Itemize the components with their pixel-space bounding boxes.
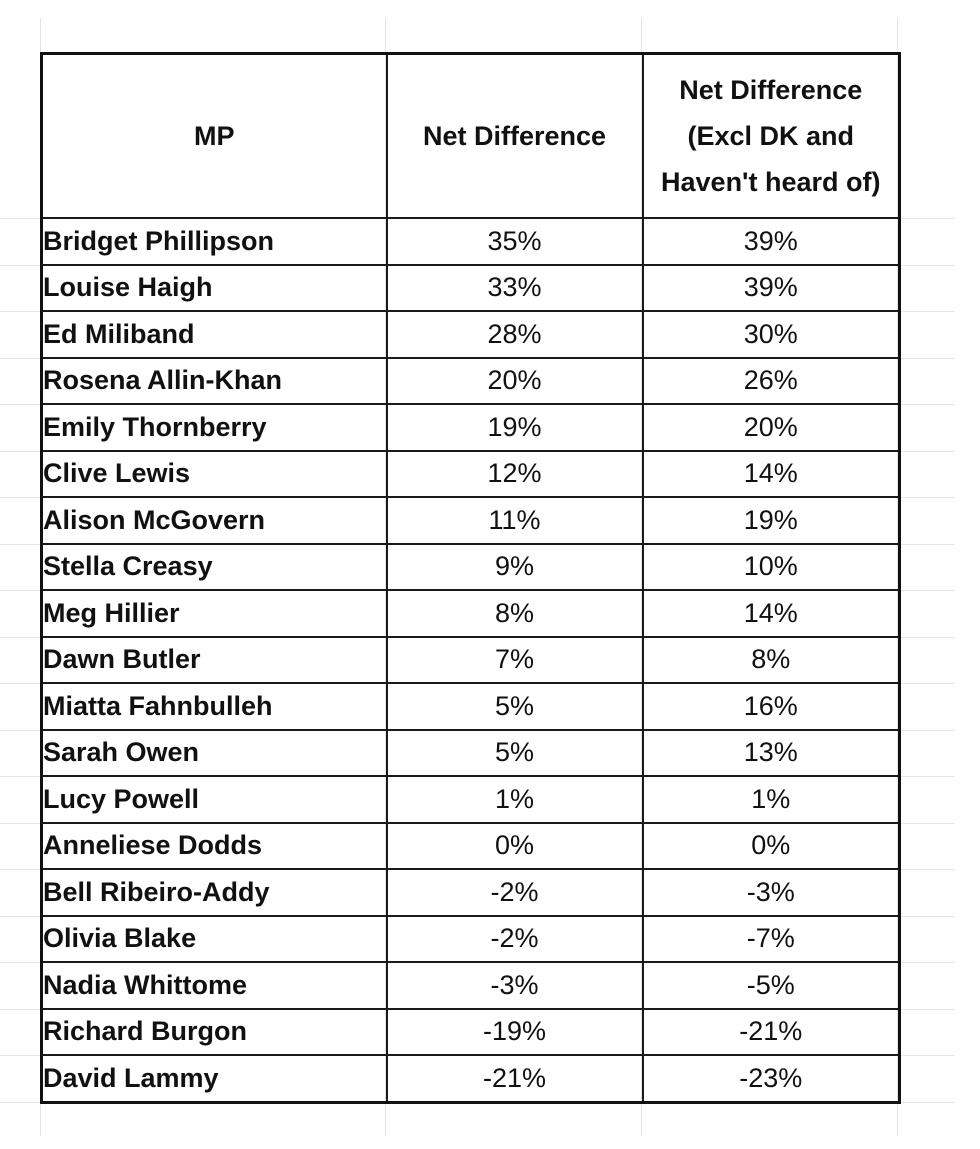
mp-name-cell: Bridget Phillipson: [42, 218, 387, 265]
net-difference-cell: 8%: [387, 590, 643, 637]
header-mp: MP: [42, 54, 387, 219]
net-difference-excl-cell: 39%: [643, 218, 900, 265]
sheet-gridline-horizontal: [897, 916, 955, 917]
mp-name-cell: Alison McGovern: [42, 497, 387, 544]
mp-name-cell: Clive Lewis: [42, 451, 387, 498]
table-row: [42, 1055, 900, 1102]
mp-name-cell: Emily Thornberry: [42, 404, 387, 451]
table-row: [42, 497, 900, 544]
net-difference-excl-cell: -5%: [643, 962, 900, 1009]
mp-name-cell: David Lammy: [42, 1055, 387, 1102]
net-difference-cell: 1%: [387, 776, 643, 823]
table-row: [42, 404, 900, 451]
mp-name-cell: Ed Miliband: [42, 311, 387, 358]
sheet-gridline-horizontal: [897, 730, 955, 731]
net-difference-excl-cell: 26%: [643, 358, 900, 405]
sheet-gridline-horizontal: [0, 916, 40, 917]
table-row: [42, 916, 900, 963]
sheet-gridline-horizontal: [897, 311, 955, 312]
mp-name-cell: Bell Ribeiro-Addy: [42, 869, 387, 916]
net-difference-cell: 7%: [387, 637, 643, 684]
sheet-gridline-horizontal: [897, 451, 955, 452]
mp-name-cell: Meg Hillier: [42, 590, 387, 637]
sheet-gridline-horizontal: [897, 962, 955, 963]
sheet-gridline-horizontal: [0, 683, 40, 684]
sheet-gridline-horizontal: [0, 776, 40, 777]
net-difference-cell: 35%: [387, 218, 643, 265]
net-difference-cell: -2%: [387, 916, 643, 963]
table-row: [42, 637, 900, 684]
sheet-gridline-horizontal: [897, 1009, 955, 1010]
sheet-gridline-horizontal: [0, 730, 40, 731]
table-row: [42, 451, 900, 498]
sheet-gridline-horizontal: [897, 218, 955, 219]
net-difference-cell: 19%: [387, 404, 643, 451]
sheet-gridline-horizontal: [0, 358, 40, 359]
header-net-difference-excl: [643, 54, 900, 219]
net-difference-excl-cell: -21%: [643, 1009, 900, 1056]
mp-name-cell: Stella Creasy: [42, 544, 387, 591]
net-difference-cell: 11%: [387, 497, 643, 544]
mp-name-cell: Rosena Allin-Khan: [42, 358, 387, 405]
sheet-gridline-horizontal: [897, 590, 955, 591]
mp-name-cell: Nadia Whittome: [42, 962, 387, 1009]
sheet-gridline-horizontal: [897, 869, 955, 870]
table-row: [42, 218, 900, 265]
mp-name-cell: Lucy Powell: [42, 776, 387, 823]
table-row: [42, 730, 900, 777]
net-difference-cell: -19%: [387, 1009, 643, 1056]
mp-name-cell: Richard Burgon: [42, 1009, 387, 1056]
sheet-gridline-horizontal: [0, 451, 40, 452]
table-row: [42, 683, 900, 730]
table-row: [42, 590, 900, 637]
sheet-gridline-horizontal: [0, 1009, 40, 1010]
table-row: [42, 776, 900, 823]
sheet-gridline-horizontal: [0, 544, 40, 545]
net-difference-excl-cell: 0%: [643, 823, 900, 870]
net-difference-excl-cell: 8%: [643, 637, 900, 684]
table-row: [42, 311, 900, 358]
net-difference-cell: 9%: [387, 544, 643, 591]
table-row: [42, 823, 900, 870]
net-difference-excl-cell: 1%: [643, 776, 900, 823]
net-difference-excl-cell: -3%: [643, 869, 900, 916]
sheet-gridline-horizontal: [0, 637, 40, 638]
net-difference-cell: 5%: [387, 683, 643, 730]
sheet-gridline-horizontal: [0, 1102, 40, 1103]
net-difference-cell: 28%: [387, 311, 643, 358]
sheet-gridline-horizontal: [897, 683, 955, 684]
net-difference-cell: 33%: [387, 265, 643, 312]
net-difference-excl-cell: 14%: [643, 451, 900, 498]
sheet-gridline-horizontal: [0, 404, 40, 405]
header-net-difference-excl-text: Net Difference (Excl DK and Haven't heard of): [661, 75, 881, 197]
sheet-gridline-horizontal: [897, 1102, 955, 1103]
net-difference-cell: 20%: [387, 358, 643, 405]
table-row: [42, 544, 900, 591]
sheet-gridline-horizontal: [897, 1055, 955, 1056]
table-row: [42, 358, 900, 405]
mp-name-cell: Louise Haigh: [42, 265, 387, 312]
net-difference-excl-cell: 16%: [643, 683, 900, 730]
mp-net-difference-table: [40, 52, 901, 1104]
header-net-difference: Net Difference: [387, 54, 643, 219]
sheet-gridline-horizontal: [0, 869, 40, 870]
net-difference-excl-cell: 13%: [643, 730, 900, 777]
sheet-gridline-horizontal: [0, 1055, 40, 1056]
table-row: [42, 265, 900, 312]
sheet-gridline-horizontal: [897, 404, 955, 405]
sheet-gridline-horizontal: [0, 311, 40, 312]
sheet-gridline-horizontal: [0, 497, 40, 498]
sheet-gridline-horizontal: [897, 358, 955, 359]
table-row: [42, 869, 900, 916]
mp-name-cell: Olivia Blake: [42, 916, 387, 963]
sheet-gridline-horizontal: [897, 265, 955, 266]
net-difference-excl-cell: 20%: [643, 404, 900, 451]
net-difference-excl-cell: 19%: [643, 497, 900, 544]
sheet-gridline-horizontal: [0, 823, 40, 824]
sheet-gridline-horizontal: [897, 823, 955, 824]
header-row: [42, 54, 900, 219]
sheet-gridline-horizontal: [0, 590, 40, 591]
table-row: [42, 1009, 900, 1056]
net-difference-cell: -21%: [387, 1055, 643, 1102]
sheet-gridline-horizontal: [0, 265, 40, 266]
net-difference-excl-cell: -7%: [643, 916, 900, 963]
net-difference-cell: -2%: [387, 869, 643, 916]
sheet-gridline-horizontal: [897, 497, 955, 498]
mp-name-cell: Miatta Fahnbulleh: [42, 683, 387, 730]
net-difference-excl-cell: 30%: [643, 311, 900, 358]
net-difference-excl-cell: 14%: [643, 590, 900, 637]
sheet-gridline-horizontal: [897, 544, 955, 545]
mp-name-cell: Dawn Butler: [42, 637, 387, 684]
sheet-gridline-horizontal: [897, 776, 955, 777]
mp-name-cell: Anneliese Dodds: [42, 823, 387, 870]
table-row: [42, 962, 900, 1009]
net-difference-cell: 12%: [387, 451, 643, 498]
net-difference-excl-cell: -23%: [643, 1055, 900, 1102]
sheet-gridline-horizontal: [897, 637, 955, 638]
net-difference-cell: 5%: [387, 730, 643, 777]
net-difference-cell: -3%: [387, 962, 643, 1009]
mp-name-cell: Sarah Owen: [42, 730, 387, 777]
net-difference-excl-cell: 39%: [643, 265, 900, 312]
sheet-gridline-horizontal: [0, 962, 40, 963]
net-difference-excl-cell: 10%: [643, 544, 900, 591]
net-difference-cell: 0%: [387, 823, 643, 870]
sheet-gridline-horizontal: [0, 218, 40, 219]
